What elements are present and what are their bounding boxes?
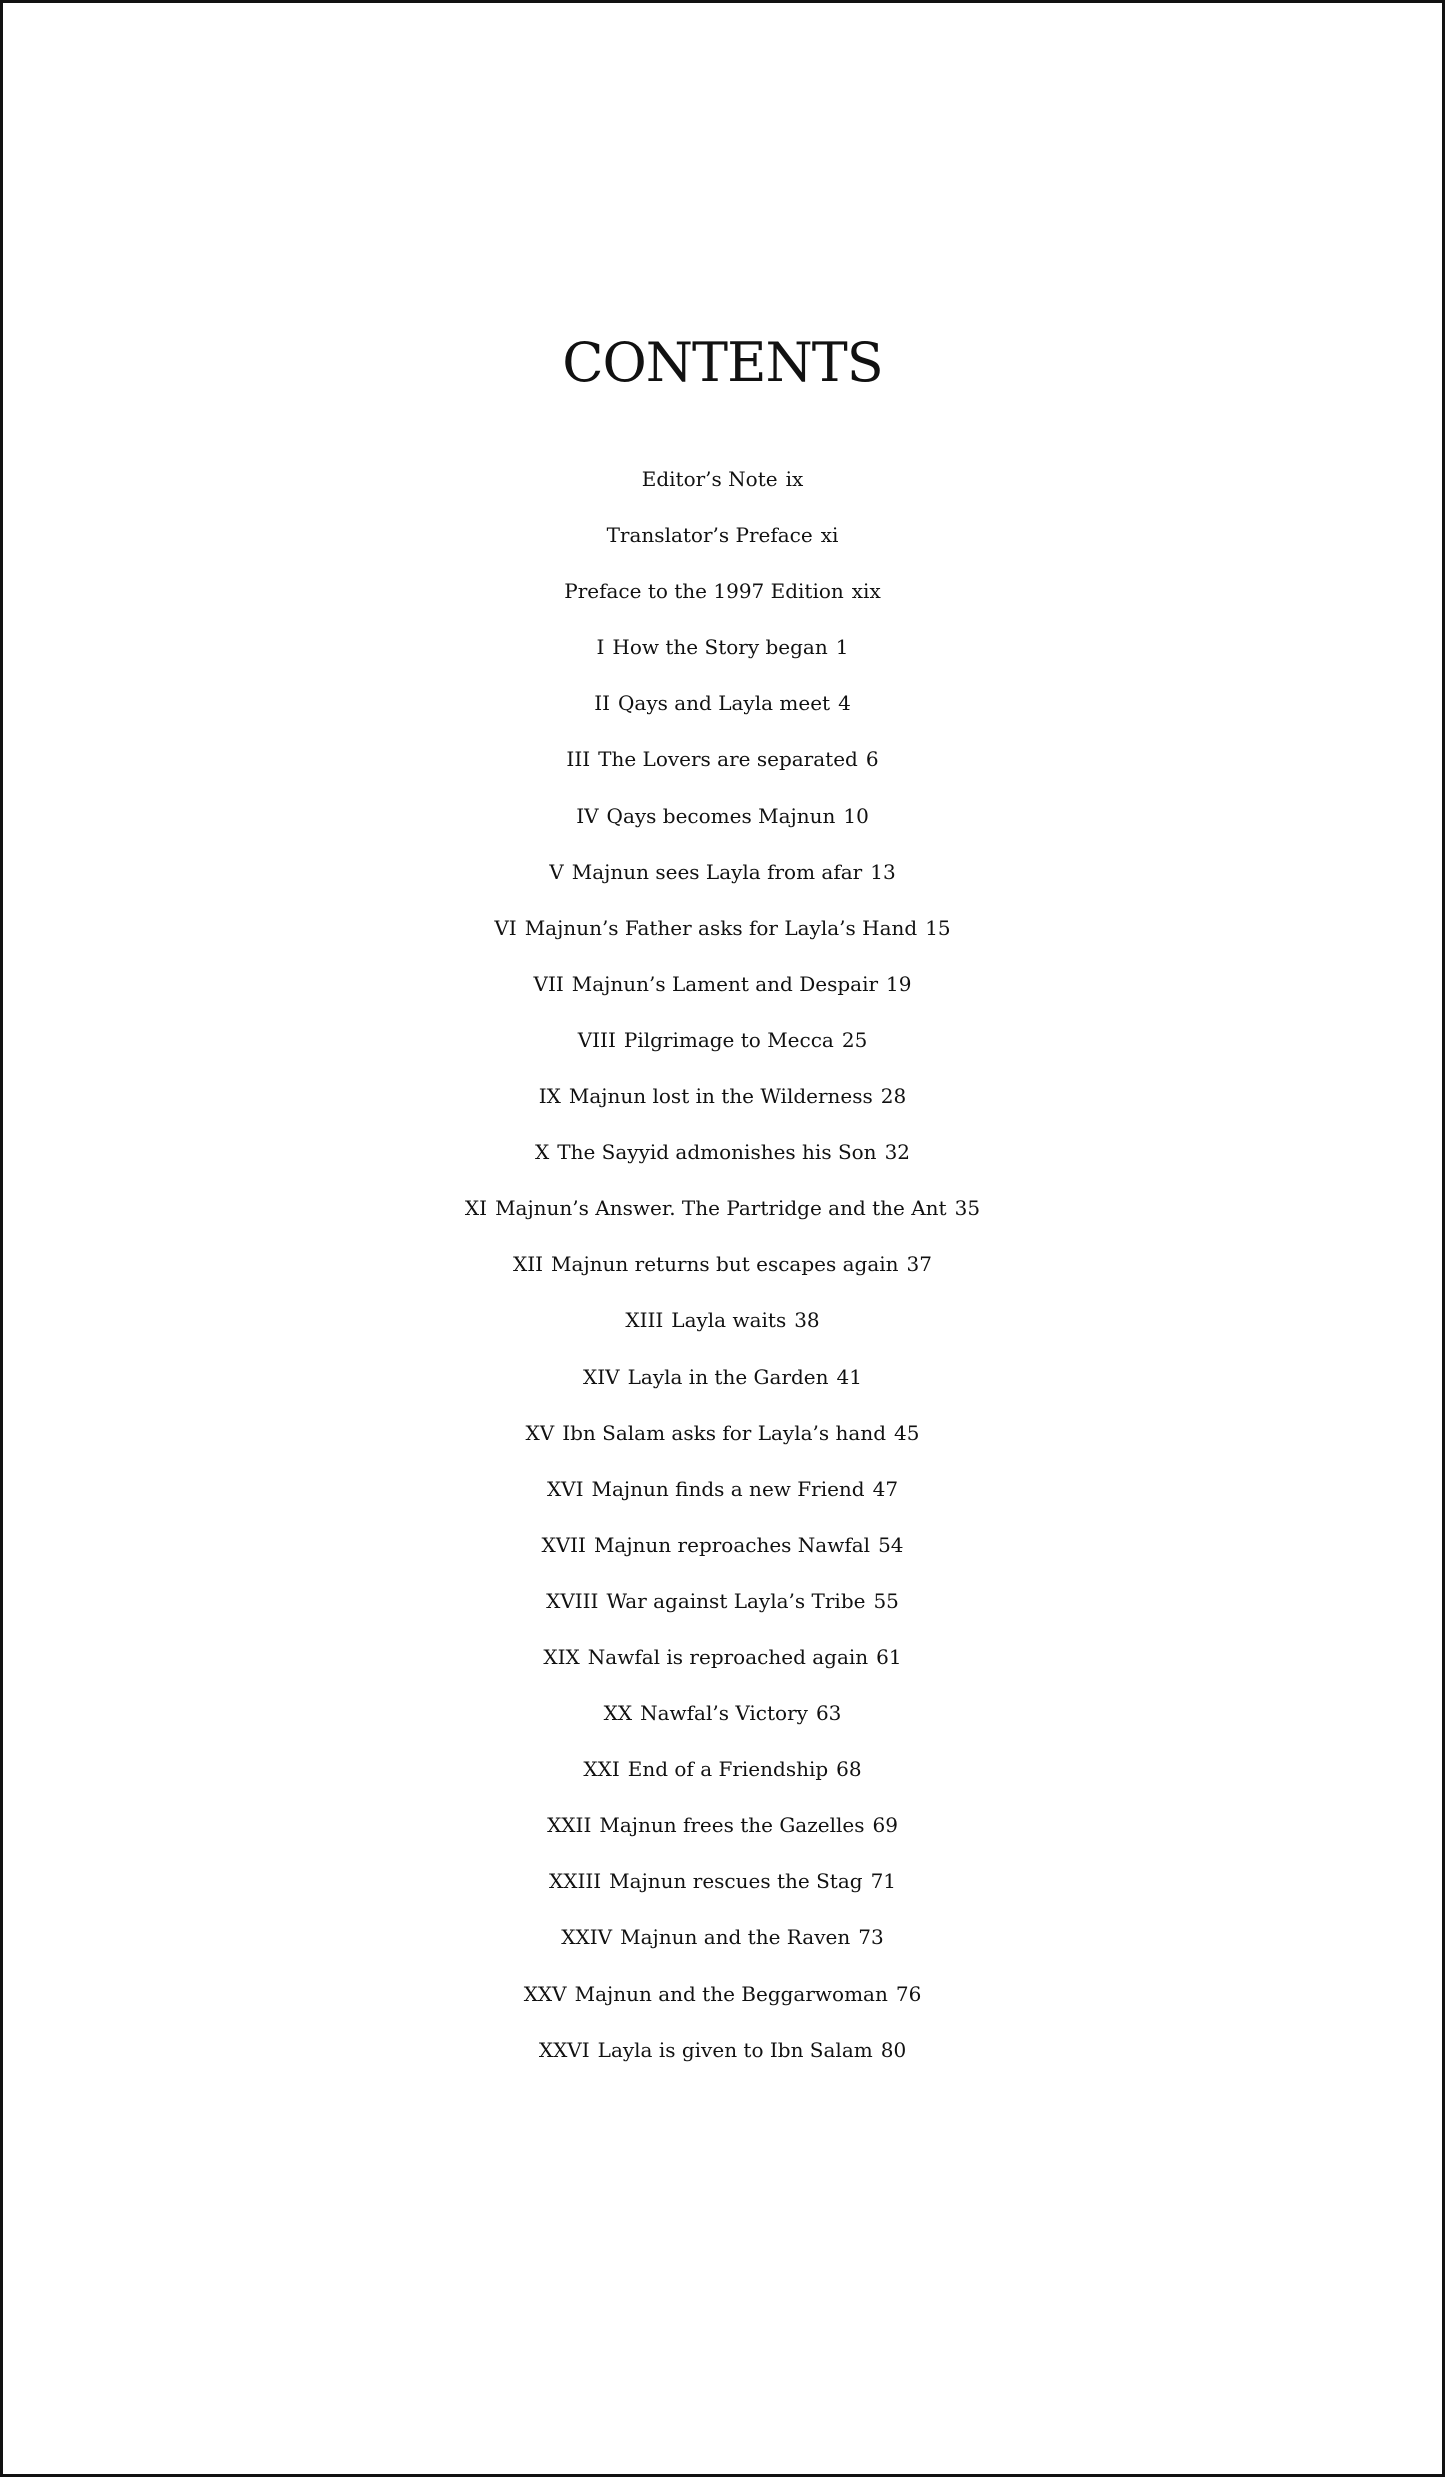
page-number: 76 xyxy=(895,1981,922,2006)
chapter-number: VIII xyxy=(577,1027,616,1052)
chapter-title: Qays and Layla meet xyxy=(618,691,831,716)
page-number: 47 xyxy=(872,1476,899,1501)
toc-entry xyxy=(3,507,1442,563)
chapter-number: XIII xyxy=(625,1308,664,1333)
chapter-number: XVIII xyxy=(546,1588,599,1613)
chapter-title: Layla in the Garden xyxy=(627,1364,829,1389)
toc-entry xyxy=(3,1068,1442,1124)
chapter-title: Preface to the 1997 Edition xyxy=(564,579,844,604)
toc-entry xyxy=(3,1573,1442,1629)
chapter-number: X xyxy=(534,1140,550,1165)
page-number: xi xyxy=(820,523,839,548)
toc-entry xyxy=(3,1517,1442,1573)
chapter-title: Translator’s Preface xyxy=(606,523,813,548)
chapter-title: Majnun finds a new Friend xyxy=(591,1476,865,1501)
page-number: 73 xyxy=(858,1925,884,1950)
page-number: 71 xyxy=(870,1869,897,1894)
page-number: 10 xyxy=(843,803,869,828)
toc-entry xyxy=(3,844,1442,900)
toc-entry xyxy=(3,1180,1442,1236)
table-of-contents xyxy=(3,451,1442,2078)
chapter-number: VII xyxy=(533,971,564,996)
page-number: 13 xyxy=(870,859,896,884)
chapter-title: Majnun reproaches Nawfal xyxy=(593,1532,871,1557)
page-number: 35 xyxy=(954,1196,981,1221)
page-number: 45 xyxy=(894,1420,920,1445)
chapter-number: XI xyxy=(464,1196,488,1221)
toc-entry xyxy=(3,1966,1442,2022)
page-number: 15 xyxy=(925,915,951,940)
toc-entry xyxy=(3,1685,1442,1741)
chapter-title: Majnun returns but escapes again xyxy=(551,1252,899,1277)
toc-entry xyxy=(3,2022,1442,2078)
toc-entry xyxy=(3,1124,1442,1180)
toc-entry xyxy=(3,1853,1442,1909)
chapter-number: XVI xyxy=(546,1476,584,1501)
toc-entry xyxy=(3,900,1442,956)
toc-entry xyxy=(3,619,1442,675)
chapter-number: I xyxy=(596,635,605,660)
page-number: ix xyxy=(785,467,804,491)
chapter-title: Majnun’s Answer. The Partridge and the Ant xyxy=(495,1196,947,1221)
chapter-title: Pilgrimage to Mecca xyxy=(623,1027,834,1052)
page-number: 6 xyxy=(865,747,879,772)
page-number: 80 xyxy=(880,2037,907,2062)
chapter-title: Majnun frees the Gazelles xyxy=(599,1813,865,1838)
chapter-title: Ibn Salam asks for Layla’s hand xyxy=(562,1420,887,1445)
chapter-title: Editor’s Note xyxy=(641,467,778,491)
page-number: 38 xyxy=(794,1308,820,1333)
chapter-title: Majnun’s Father asks for Layla’s Hand xyxy=(524,915,918,940)
toc-entry xyxy=(3,451,1442,507)
page-number: 19 xyxy=(886,971,912,996)
page-number: 68 xyxy=(836,1757,862,1782)
chapter-number: IX xyxy=(538,1084,561,1109)
chapter-title: Majnun rescues the Stag xyxy=(609,1869,863,1894)
page-number: 28 xyxy=(880,1084,907,1109)
toc-entry xyxy=(3,1741,1442,1797)
chapter-title: Majnun and the Raven xyxy=(620,1925,851,1950)
chapter-number: XIV xyxy=(583,1364,620,1389)
toc-entry xyxy=(3,675,1442,731)
page-number: 4 xyxy=(838,691,851,716)
chapter-title: Majnun sees Layla from afar xyxy=(571,859,863,884)
toc-entry xyxy=(3,1629,1442,1685)
chapter-title: Majnun’s Lament and Despair xyxy=(571,971,879,996)
chapter-title: The Sayyid admonishes his Son xyxy=(557,1140,877,1165)
chapter-number: XV xyxy=(525,1420,555,1445)
page-number: 61 xyxy=(876,1644,902,1669)
chapter-number: XVII xyxy=(541,1532,586,1557)
chapter-number: XII xyxy=(513,1252,544,1277)
toc-entry xyxy=(3,731,1442,787)
chapter-number: VI xyxy=(494,915,517,940)
chapter-title: Majnun and the Beggarwoman xyxy=(574,1981,888,2006)
toc-entry xyxy=(3,1909,1442,1965)
chapter-title: How the Story began xyxy=(612,635,828,660)
chapter-number: XXII xyxy=(547,1813,592,1838)
chapter-title: Layla is given to Ibn Salam xyxy=(597,2037,873,2062)
toc-entry xyxy=(3,1405,1442,1461)
toc-entry xyxy=(3,788,1442,844)
chapter-number: III xyxy=(566,747,591,772)
page-number: 1 xyxy=(835,635,849,660)
page-number: 32 xyxy=(884,1140,911,1165)
page-number: 63 xyxy=(815,1701,842,1726)
chapter-number: XXIII xyxy=(548,1869,602,1894)
chapter-number: XXIV xyxy=(561,1925,613,1950)
chapter-number: XIX xyxy=(543,1644,580,1669)
chapter-number: V xyxy=(549,859,564,884)
chapter-title: Majnun lost in the Wilderness xyxy=(568,1084,873,1109)
page-number: xix xyxy=(851,579,881,604)
chapter-title: Nawfal’s Victory xyxy=(640,1701,808,1726)
chapter-title: The Lovers are separated xyxy=(598,747,858,772)
chapter-number: XXVI xyxy=(538,2037,590,2062)
toc-entry xyxy=(3,1461,1442,1517)
page-number: 55 xyxy=(873,1588,899,1613)
chapter-number: II xyxy=(594,691,610,716)
chapter-number: XX xyxy=(603,1701,633,1726)
chapter-title: Nawfal is reproached again xyxy=(587,1644,869,1669)
page-title: CONTENTS xyxy=(562,331,883,394)
page-number: 54 xyxy=(878,1532,904,1557)
toc-entry xyxy=(3,956,1442,1012)
toc-entry xyxy=(3,1797,1442,1853)
chapter-number: XXV xyxy=(523,1981,567,2006)
chapter-number: XXI xyxy=(583,1757,620,1782)
toc-entry xyxy=(3,1349,1442,1405)
page-number: 25 xyxy=(841,1027,868,1052)
toc-entry xyxy=(3,1236,1442,1292)
chapter-title: Qays becomes Majnun xyxy=(606,803,836,828)
toc-entry xyxy=(3,1292,1442,1348)
chapter-number: IV xyxy=(576,803,599,828)
chapter-title: Layla waits xyxy=(671,1308,787,1333)
chapter-title: End of a Friendship xyxy=(627,1757,829,1782)
chapter-title: War against Layla’s Tribe xyxy=(606,1588,866,1613)
page-number: 37 xyxy=(906,1252,932,1277)
page-number: 69 xyxy=(872,1813,898,1838)
toc-entry xyxy=(3,563,1442,619)
page-number: 41 xyxy=(836,1364,862,1389)
toc-entry xyxy=(3,1012,1442,1068)
